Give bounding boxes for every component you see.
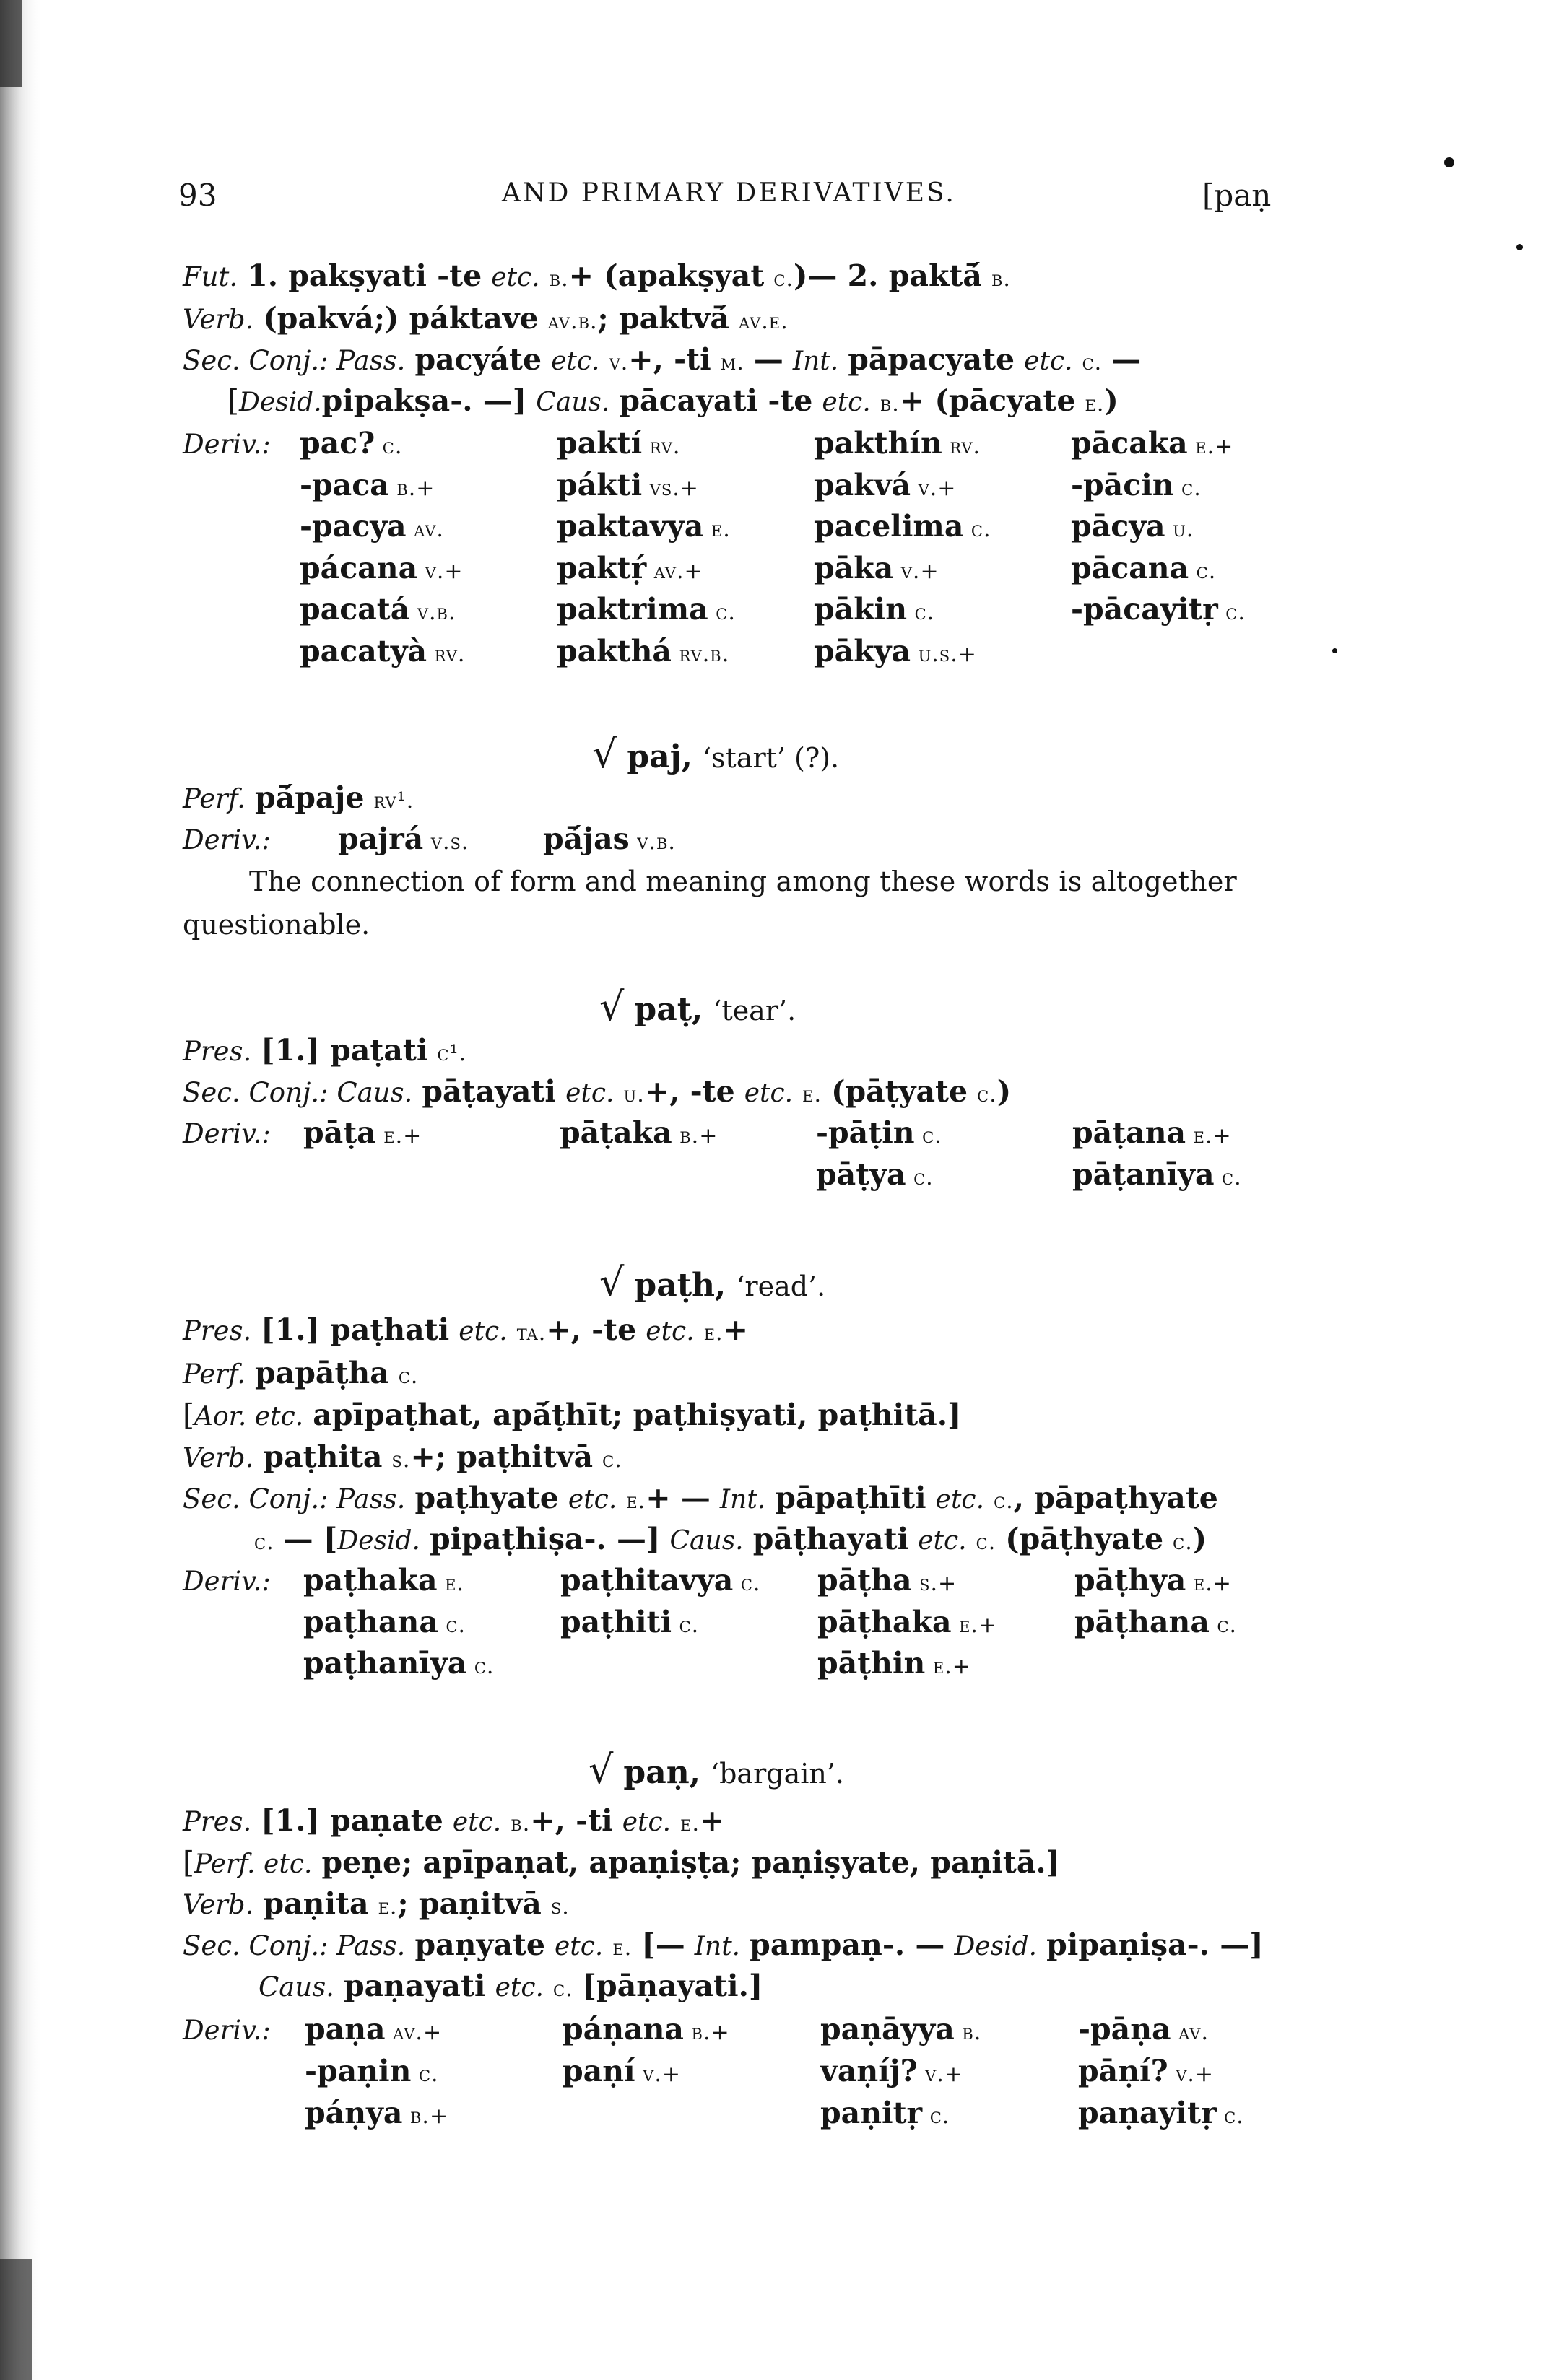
radical-sign-icon: √ — [592, 731, 617, 777]
derivative-word: -pācayitṛ — [1071, 592, 1218, 627]
derivative-entry — [820, 2054, 964, 2088]
derivative-word: pāṭya — [816, 1157, 906, 1192]
derivative-word: pākin — [814, 592, 908, 627]
derivative-word: pacatá — [300, 592, 410, 627]
pan-sec-conj-line: Sec. Conj.: Pass. paṇyate etc. e. [— Int. pampaṇ-. — Desid. pipaṇiṣa-. —] — [183, 1927, 1264, 1962]
pat-sec-conj-line: Sec. Conj.: Caus. pāṭayati etc. u.+, -te etc. e. (pāṭyate c.) — [183, 1074, 1012, 1109]
path-root-heading: √ paṭh, ‘read’. — [599, 1260, 826, 1305]
derivative-source: e.+ — [1187, 434, 1234, 459]
derivative-word: pāṭhana — [1074, 1604, 1210, 1639]
paj-note-line-2: questionable. — [183, 909, 370, 941]
derivative-entry — [1074, 1604, 1238, 1639]
derivative-word: pajrá — [338, 821, 424, 856]
derivative-source: c. — [375, 434, 403, 459]
radical-sign-icon: √ — [589, 1747, 614, 1792]
derivative-word: pakthá — [557, 633, 672, 668]
derivative-entry — [303, 1115, 422, 1150]
derivative-word: -pāṭin — [816, 1115, 915, 1150]
derivative-entry — [557, 509, 731, 544]
derivative-word: paṇa — [305, 2012, 386, 2046]
derivative-source: v.+ — [1168, 2062, 1215, 2087]
derivative-source: v.b. — [629, 829, 676, 855]
derivative-entry — [1071, 550, 1217, 585]
pac-sec-conj-cont-line: [Desid.pipakṣa-. —] Caus. pācayati -te etc. b.+ (pācyate e.) — [227, 383, 1119, 418]
derivative-source: b.+ — [388, 475, 435, 501]
derivative-word: pacelima — [814, 509, 964, 544]
path-deriv-label: Deriv.: — [183, 1566, 271, 1597]
derivative-source: v.+ — [417, 558, 464, 584]
derivative-entry — [560, 1604, 700, 1639]
derivative-entry — [1072, 1157, 1242, 1192]
derivative-source: vs.+ — [642, 475, 699, 501]
derivative-word: paṇāyya — [820, 2012, 955, 2046]
derivative-word: pakthín — [814, 426, 942, 461]
derivative-word: paktṛ́ — [557, 550, 647, 585]
derivative-source: u. — [1165, 517, 1194, 542]
derivative-entry — [1071, 426, 1234, 461]
derivative-word: pāṭa — [303, 1115, 376, 1150]
derivative-word: pac? — [300, 426, 375, 461]
derivative-source: e.+ — [1186, 1571, 1232, 1596]
derivative-word: vaṇíj? — [820, 2054, 918, 2088]
pan-deriv-label: Deriv.: — [183, 2015, 271, 2046]
path-aorist-line: [Aor. etc. apīpaṭhat, apā́ṭhīt; paṭhiṣyati, paṭhitā.] — [183, 1398, 962, 1432]
derivative-word: paṇitṛ — [820, 2096, 923, 2130]
derivative-word: -pācin — [1071, 467, 1174, 502]
pac-verbal-line: Verb. (pakvá;) páktave av.b.; paktvā́ av.e. — [183, 301, 789, 336]
derivative-word: paṭhanīya — [303, 1646, 467, 1681]
derivative-source: b. — [954, 2020, 982, 2045]
derivative-source: b.+ — [683, 2020, 730, 2045]
derivative-word: pakvá — [814, 467, 911, 502]
derivative-entry — [303, 1563, 464, 1597]
path-present-line: Pres. [1.] paṭhati etc. ta.+, -te etc. e.+ — [183, 1312, 748, 1347]
paj-deriv-label: Deriv.: — [183, 824, 271, 855]
derivative-source: av. — [1171, 2020, 1209, 2045]
pan-causative-line: Caus. paṇayati etc. c. [pāṇayati.] — [259, 1969, 763, 2003]
derivative-source: e.+ — [925, 1654, 971, 1679]
derivative-source: c. — [1189, 558, 1217, 584]
derivative-entry — [300, 633, 466, 668]
derivative-entry — [814, 550, 939, 585]
derivative-source: c. — [922, 2104, 950, 2129]
derivative-word: -paca — [300, 467, 389, 502]
path-perfect-line: Perf. papāṭha c. — [183, 1356, 419, 1390]
derivative-source: av.+ — [646, 558, 703, 584]
derivative-entry — [816, 1115, 942, 1150]
derivative-entry — [303, 1604, 466, 1639]
paj-note-line-1: The connection of form and meaning among these words is altogether — [249, 866, 1237, 897]
derivative-source: c. — [733, 1571, 761, 1596]
page-number: 93 — [178, 178, 217, 213]
derivative-source: u.s.+ — [911, 641, 977, 667]
derivative-entry — [305, 2098, 448, 2128]
derivative-entry — [300, 592, 456, 627]
derivative-entry — [557, 550, 703, 585]
derivative-source: c. — [466, 1654, 495, 1679]
derivative-word: paktavya — [557, 509, 704, 544]
derivative-word: pacatyà — [300, 633, 427, 668]
derivative-word: pāṭha — [817, 1563, 912, 1597]
derivative-source: v.s. — [423, 829, 469, 855]
derivative-entry — [563, 2054, 681, 2088]
derivative-entry — [543, 821, 676, 856]
derivative-source: av. — [406, 517, 444, 542]
derivative-entry — [814, 426, 981, 461]
derivative-entry — [1072, 1115, 1232, 1150]
derivative-source: c. — [1214, 1165, 1242, 1190]
derivative-source: c. — [438, 1612, 466, 1638]
pan-root-heading: √ paṇ, ‘bargain’. — [589, 1747, 845, 1792]
derivative-source: rv. — [642, 434, 681, 459]
derivative-source: e.+ — [375, 1123, 422, 1148]
derivative-source: rv. — [942, 434, 981, 459]
derivative-entry — [305, 2012, 443, 2046]
derivative-entry — [814, 509, 991, 544]
derivative-word: pāṭanīya — [1072, 1157, 1215, 1192]
derivative-source: c. — [914, 1123, 942, 1148]
derivative-source: c. — [906, 1165, 934, 1190]
derivative-source: c. — [411, 2062, 439, 2087]
scan-edge-shadow — [0, 0, 65, 2380]
derivative-word: paṇí — [563, 2054, 635, 2088]
derivative-source: c. — [1217, 600, 1246, 625]
derivative-word: pāka — [814, 550, 894, 585]
derivative-entry — [557, 426, 681, 461]
derivative-source: c. — [1173, 475, 1202, 501]
derivative-source: rv.b. — [671, 641, 730, 667]
derivative-source: c. — [907, 600, 935, 625]
derivative-source: c. — [1209, 1612, 1238, 1638]
derivative-entry — [338, 821, 469, 856]
derivative-entry — [817, 1563, 957, 1597]
derivative-word: paktí — [557, 426, 643, 461]
derivative-word: páṇana — [563, 2012, 684, 2046]
derivative-entry — [1071, 509, 1194, 544]
derivative-source: av.+ — [385, 2020, 443, 2045]
derivative-entry — [1071, 592, 1246, 627]
derivative-word: pācaka — [1071, 426, 1188, 461]
derivative-word: paṇayitṛ — [1078, 2096, 1217, 2130]
derivative-word: páṇya — [305, 2096, 403, 2130]
derivative-word: paktrima — [557, 592, 708, 627]
path-sec-conj-cont-line: c. — [Desid. pipaṭhiṣa-. —] Caus. pāṭhayati etc. c. (pāṭhyate c.) — [254, 1522, 1207, 1556]
derivative-source: c. — [963, 517, 991, 542]
derivative-word: paṭhaka — [303, 1563, 438, 1597]
derivative-word: paṭhitavya — [560, 1563, 734, 1597]
derivative-word: pāṇí? — [1078, 2054, 1168, 2088]
derivative-word: pāṭhya — [1074, 1563, 1186, 1597]
pac-sec-conj-line: Sec. Conj.: Pass. pacyáte etc. v.+, -ti m. — Int. pāpacyate etc. c. — — [183, 342, 1142, 377]
derivative-entry — [557, 633, 730, 668]
derivative-entry — [303, 1646, 495, 1681]
derivative-word: pácana — [300, 550, 418, 585]
derivative-entry — [820, 2012, 982, 2046]
derivative-entry — [560, 1115, 718, 1150]
derivative-entry — [1078, 2012, 1209, 2046]
derivative-entry — [300, 467, 435, 502]
derivative-word: pākya — [814, 633, 911, 668]
derivative-source: c. — [672, 1612, 700, 1638]
derivative-source: v.+ — [893, 558, 939, 584]
derivative-word: pācya — [1071, 509, 1165, 544]
derivative-entry — [305, 2054, 439, 2088]
ink-speck — [1516, 244, 1523, 250]
derivative-source: c. — [1216, 2104, 1244, 2129]
derivative-entry — [814, 592, 935, 627]
derivative-entry — [817, 1604, 998, 1639]
derivative-entry — [560, 1563, 761, 1597]
derivative-source: rv. — [427, 641, 466, 667]
derivative-entry — [1071, 467, 1202, 502]
derivative-source: b.+ — [672, 1123, 718, 1148]
derivative-source: e. — [437, 1571, 464, 1596]
derivative-word: -paṇin — [305, 2054, 412, 2088]
derivative-entry — [817, 1646, 971, 1681]
path-sec-conj-line: Sec. Conj.: Pass. paṭhyate etc. e.+ — Int. pāpaṭhīti etc. c., pāpaṭhyate — [183, 1481, 1218, 1515]
derivative-entry — [1078, 2098, 1244, 2128]
paj-root-heading: √ paj, ‘start’ (?). — [592, 731, 840, 777]
derivative-word: pákti — [557, 467, 643, 502]
pat-deriv-label: Deriv.: — [183, 1118, 271, 1149]
pan-verbal-line: Verb. paṇita e.; paṇitvā s. — [183, 1886, 570, 1921]
pat-root-heading: √ paṭ, ‘tear’. — [599, 984, 796, 1029]
derivative-word: pāṭana — [1072, 1115, 1186, 1150]
derivative-word: pāṭhin — [817, 1646, 926, 1681]
derivative-word: -pāṇa — [1078, 2012, 1171, 2046]
derivative-entry — [300, 426, 403, 461]
derivative-source: v.+ — [911, 475, 957, 501]
derivative-entry — [563, 2012, 730, 2046]
radical-sign-icon: √ — [599, 984, 625, 1029]
path-verbal-line: Verb. paṭhita s.+; paṭhitvā c. — [183, 1439, 622, 1474]
derivative-source: v.+ — [635, 2062, 681, 2087]
derivative-entry — [300, 550, 464, 585]
paj-perfect-line: Perf. pā́paje rv¹. — [183, 780, 414, 815]
derivative-source: v.b. — [409, 600, 456, 625]
derivative-entry — [814, 633, 977, 668]
derivative-word: -pacya — [300, 509, 407, 544]
pan-perfect-line: [Perf. etc. peṇe; apīpaṇat, apaṇiṣṭa; paṇiṣyate, paṇitā.] — [183, 1845, 1061, 1880]
derivative-source: c. — [708, 600, 736, 625]
running-title: AND PRIMARY DERIVATIVES. — [502, 178, 956, 208]
derivative-word: pāṭhaka — [817, 1604, 952, 1639]
derivative-source: v.+ — [917, 2062, 964, 2087]
derivative-entry — [820, 2098, 950, 2128]
derivative-entry — [816, 1157, 934, 1192]
derivative-source: e.+ — [951, 1612, 998, 1638]
ink-speck — [1444, 157, 1454, 167]
section-marker: [paṇ — [1202, 178, 1272, 213]
derivative-entry — [557, 592, 736, 627]
derivative-entry — [1078, 2054, 1215, 2088]
derivative-entry — [557, 467, 699, 502]
derivative-word: paṭhiti — [560, 1604, 672, 1639]
derivative-source: s.+ — [911, 1571, 957, 1596]
pat-present-line: Pres. [1.] paṭati c¹. — [183, 1033, 467, 1068]
derivative-word: pācana — [1071, 550, 1189, 585]
derivative-entry — [300, 509, 444, 544]
pan-present-line: Pres. [1.] paṇate etc. b.+, -ti etc. e.+ — [183, 1803, 725, 1838]
derivative-entry — [814, 467, 957, 502]
derivative-source: e.+ — [1186, 1123, 1232, 1148]
derivative-word: paṭhana — [303, 1604, 438, 1639]
pac-deriv-label: Deriv.: — [183, 429, 271, 460]
derivative-source: b.+ — [402, 2104, 449, 2129]
ink-speck — [1332, 648, 1337, 653]
derivative-word: pā́jas — [543, 821, 630, 856]
derivative-source: e. — [703, 517, 731, 542]
derivative-entry — [1074, 1563, 1232, 1597]
radical-sign-icon: √ — [599, 1260, 625, 1305]
derivative-word: pāṭaka — [560, 1115, 672, 1150]
pac-future-line: Fut. 1. pakṣyati -te etc. b.+ (apakṣyat c.)— 2. paktā́ b. — [183, 258, 1011, 293]
